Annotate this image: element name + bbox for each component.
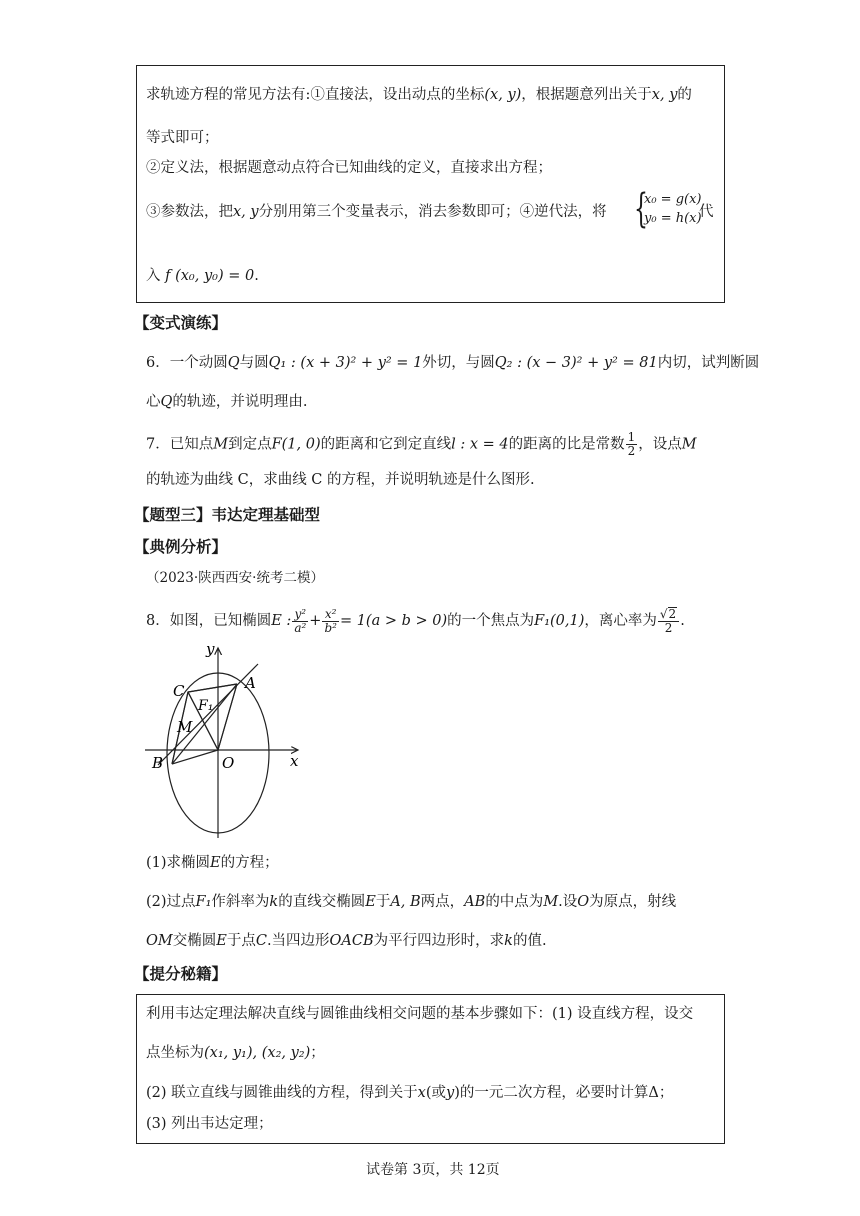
ellipse-figure <box>140 640 310 845</box>
label-m: M <box>177 718 193 736</box>
page-footer: 试卷第 3页，共 12页 <box>366 1162 500 1178</box>
q8-line1: 8．如图，已知椭圆E : $\frac{\text{y²}}{\text{a²}}$ + $\frac{\text{x²}}{\text{b²}}$ = 1(a > b > 0)的一个焦点为F₁(0,1)，离心率为 $\frac{√2}{2}$ . <box>146 606 685 635</box>
label-a: A <box>245 674 256 692</box>
section-example: 【典例分析】 <box>134 538 228 556</box>
q8-part1: (1)求椭圆E的方程； <box>146 855 279 871</box>
eccentricity-fraction: $\frac{√2}{2}$ <box>658 607 679 635</box>
label-o: O <box>222 754 235 772</box>
segment-ob <box>172 750 218 764</box>
label-b: B <box>152 754 164 772</box>
section-tips: 【提分秘籍】 <box>134 965 228 983</box>
q6-line1: 6．一个动圆Q与圆Q₁ : (x + 3)² + y² = 1外切，与圆Q₂ : (x − 3)² + y² = 81内切，试判断圆 <box>146 355 760 371</box>
segment-ca <box>188 684 237 692</box>
label-f1: F₁ <box>198 698 214 714</box>
box2-line4: (3) 列出韦达定理； <box>146 1116 273 1132</box>
q8-part3: OM交椭圆E于点C.当四边形OACB为平行四边形时，求k的值. <box>146 933 547 949</box>
label-x: x <box>290 752 299 770</box>
box2-line3: (2) 联立直线与圆锥曲线的方程，得到关于x(或y)的一元二次方程，必要时计算Δ； <box>146 1085 674 1101</box>
section-variant: 【变式演练】 <box>134 314 228 332</box>
q7-line1: 7．已知点M到定点F(1, 0)的距离和它到定直线l : x = 4的距离的比是常数 $\frac{1}{2}$ ，设点M <box>146 430 697 458</box>
q8-frac-y: $\frac{\text{y²}}{\text{a²}}$ <box>294 606 307 635</box>
segment-oa <box>218 684 237 750</box>
label-y: y <box>206 640 215 658</box>
box1-line4: ③参数法，把x, y分别用第三个变量表示，消去参数即可；④逆代法，将 <box>146 204 607 220</box>
source-note: （2023·陕西西安·统考二模） <box>146 570 324 586</box>
box1-line3: ②定义法，根据题意动点符合已知曲线的定义，直接求出方程； <box>146 160 552 176</box>
q7-fraction: $\frac{1}{2}$ <box>627 430 636 458</box>
box2-line2: 点坐标为(x₁, y₁), (x₂, y₂)； <box>146 1045 325 1061</box>
q7-line2: 的轨迹为曲线 C，求曲线 C 的方程，并说明轨迹是什么图形. <box>146 472 535 488</box>
box2-line1: 利用韦达定理法解决直线与圆锥曲线相交问题的基本步骤如下：(1) 设直线方程，设交 <box>146 1006 694 1022</box>
box1-line4-end: 代 <box>699 204 714 220</box>
q8-frac-x: $\frac{\text{x²}}{\text{b²}}$ <box>324 606 337 635</box>
q6-line2: 心Q的轨迹，并说明理由. <box>146 394 308 410</box>
section-type3: 【题型三】韦达定理基础型 <box>134 506 321 524</box>
q8-part2: (2)过点F₁作斜率为k的直线交椭圆E于A, B两点，AB的中点为M.设O为原点，射线 <box>146 894 677 910</box>
brace-icon: { <box>634 186 648 232</box>
param-system: { x₀ = g(x) y₀ = h(x) <box>634 186 702 232</box>
box1-line1: 求轨迹方程的常见方法有:①直接法，设出动点的坐标(x, y)，根据题意列出关于x, y的 <box>146 87 692 103</box>
box1-line2: 等式即可； <box>146 130 219 146</box>
box1-line5: 入 f (x₀, y₀) = 0. <box>146 268 259 284</box>
label-c: C <box>173 682 185 700</box>
